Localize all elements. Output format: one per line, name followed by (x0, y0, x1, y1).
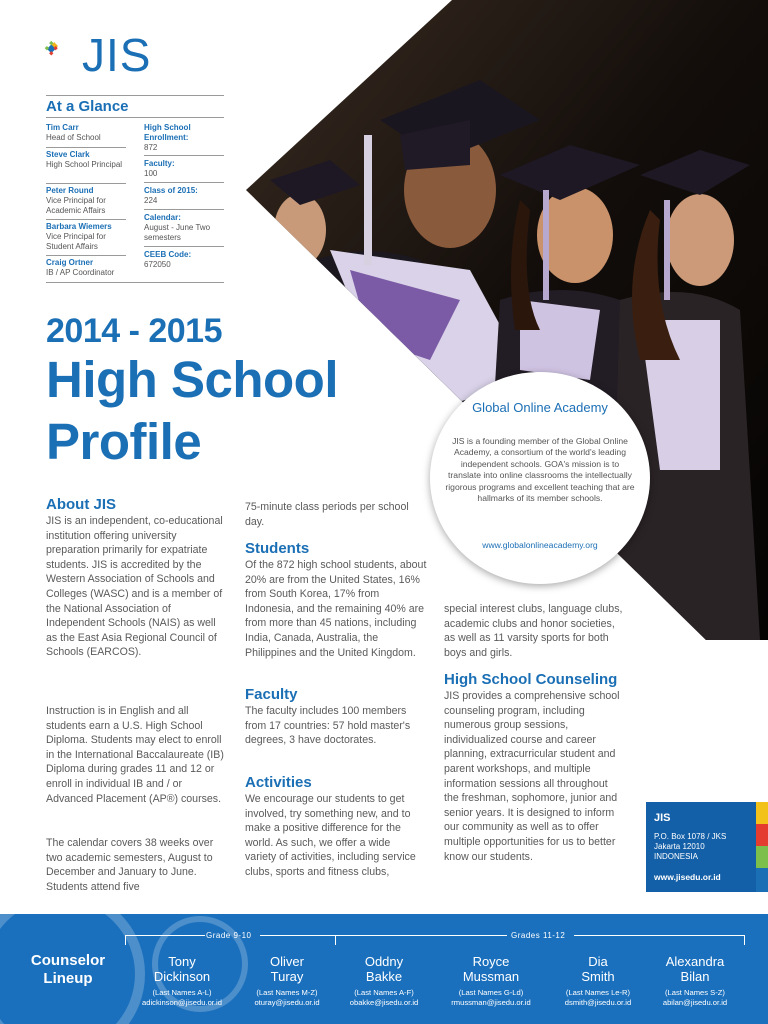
goa-callout (430, 372, 650, 584)
page-title: High School (46, 351, 338, 408)
about-heading: About JIS (46, 496, 116, 513)
divider (46, 282, 224, 283)
glance-staff-item: Craig Ortner IB / AP Coordinator (46, 258, 115, 277)
color-stripe (756, 846, 768, 868)
counselor-lineup-title: Counselor Lineup (30, 952, 106, 987)
website-link[interactable]: www.jisedu.or.id (654, 872, 721, 882)
address-lines: P.O. Box 1078 / JKS Jakarta 12010 INDONESIA (654, 832, 727, 861)
counselor-email[interactable]: obakke@jisedu.or.id (349, 998, 419, 1007)
goa-link[interactable]: www.globalonlineacademy.org (482, 540, 598, 550)
address-box (646, 802, 756, 892)
goa-body: JIS is a founding member of the Global Online Academy, a consortium of the world's leading independent schools. GOA's mission is to translate into online classrooms the intellectually rigorous programs and excellent teaching that are hallmarks of its member schools. (445, 436, 635, 504)
faculty-paragraph: The faculty includes 100 members from 17 countries: 57 hold master's degrees, 3 have doctorates. (245, 705, 411, 747)
address-title: JIS (654, 812, 671, 824)
divider (46, 95, 224, 96)
jis-logo-icon (44, 30, 84, 70)
goa-title: Global Online Academy (472, 400, 608, 415)
students-paragraph: Of the 872 high school students, about 20% are from the United States, 16% from South Korea, 17% from Indonesia, and the remaining 40% are from more than 45 nations, including India, Canada, Australia, the Philippines and the United Kingdom. (245, 559, 427, 659)
glance-staff-item: Tim Carr Head of School (46, 123, 101, 142)
glance-stat-item: Class of 2015: 224 (144, 186, 198, 205)
glance-staff-item: Steve Clark High School Principal (46, 150, 123, 169)
grade-label: Grade 9-10 (206, 931, 252, 940)
counselor-footer: Counselor Lineup Grade 9-10 Grades 11-12 Tony Dickinson (Last Names A-L) adickinson@jisedu.or.id Oliver Turay (Last Names M-Z) oturay@jisedu.or.id Oddny Bakke (Last Names A-F) obakke@jisedu.or.id Royce Mussman (Last Names G-Ld) rmussman@jisedu.or.id Dia Smith (Last Names Le-R) dsmith@jisedu.or.id Alexandra Bilan (Last Names S-Z) abilan@jisedu.or.id (0, 914, 768, 1024)
color-stripe (756, 802, 768, 824)
counselor-email[interactable]: dsmith@jisedu.or.id (564, 998, 632, 1007)
color-stripe (756, 824, 768, 846)
counselor-email[interactable]: oturay@jisedu.or.id (254, 998, 320, 1007)
about-paragraph: JIS is an independent, co-educational institution offering university preparation primarily for expatriate students. JIS is accredited by the Western Association of Schools and Colleges (WASC) and is a member of the National Association of Independent Schools (NAIS) as well as the East Asia Regional Council of Schools (EARCOS). (46, 515, 223, 659)
counselor-email[interactable]: rmussman@jisedu.or.id (451, 998, 531, 1007)
jis-logo-text: JIS (82, 29, 152, 81)
profile-year: 2014 - 2015 (46, 312, 222, 350)
counseling-heading: High School Counseling (444, 671, 618, 688)
activities-heading: Activities (245, 774, 312, 791)
students-heading: Students (245, 540, 310, 557)
grade-label: Grades 11-12 (511, 931, 566, 940)
counseling-paragraph: JIS provides a comprehensive school counseling program, including numerous group sessions, individualized course and career planning, extracurricular student and parent workshops, and multiple information sessions all throughout the freshman, sophomore, junior and senior years. It is designed to inform our community as well as to offer multiple opportunities for us to better know our students. (444, 690, 620, 863)
glance-stat-item: Faculty: 100 (144, 159, 175, 178)
at-a-glance-heading: At a Glance (46, 98, 129, 115)
glance-stat-item: CEEB Code: 672050 (144, 250, 192, 269)
about-paragraph: The calendar covers 38 weeks over two academic semesters, August to December and January to June. Students attend five (46, 837, 214, 893)
counselor-email[interactable]: adickinson@jisedu.or.id (142, 998, 222, 1007)
glance-staff-item: Barbara Wiemers Vice Principal for Student Affairs (46, 222, 112, 251)
activities-paragraph: We encourage our students to get involved, try something new, and to make a positive difference for the world. As such, we offer a wide variety of activities, including service clubs, sports and fitness clubs, (245, 793, 416, 878)
glance-stat-item: High School Enrollment: 872 (144, 123, 191, 152)
faculty-heading: Faculty (245, 686, 298, 703)
glance-staff-item: Peter Round Vice Principal for Academic Affairs (46, 186, 106, 215)
divider (46, 117, 224, 118)
activities-paragraph-continued: special interest clubs, language clubs, academic clubs and honor societies, as well as 11 varsity sports for both boys and girls. (444, 603, 623, 659)
about-paragraph-continued: 75-minute class periods per school day. (245, 501, 409, 528)
about-paragraph: Instruction is in English and all students earn a U.S. High School Diploma. Students may elect to enroll in the International Baccalaureate (IB) Diploma during grades 11 and 12 or enroll in individual IB and / or Advanced Placement (AP®) courses. (46, 705, 224, 805)
page-subtitle: Profile (46, 413, 202, 470)
counselor-email[interactable]: abilan@jisedu.or.id (662, 998, 728, 1007)
color-stripe (756, 868, 768, 892)
glance-stat-item: Calendar: August - June Two semesters (144, 213, 211, 242)
